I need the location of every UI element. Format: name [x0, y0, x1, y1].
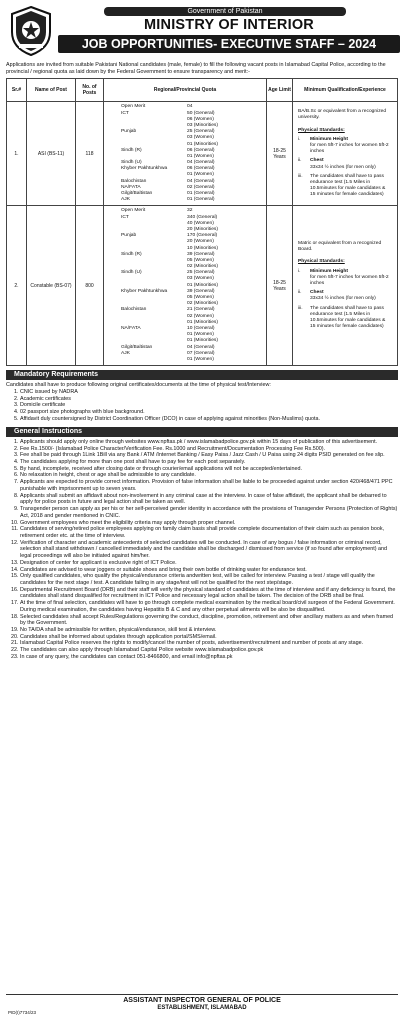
quota-value: 03 (Women) [187, 276, 214, 282]
pid-number: PID(I)7734/23 [8, 1010, 37, 1015]
quota-value: 04 (General) [187, 160, 215, 166]
quota-value: 06 (General) [187, 166, 215, 172]
cell-quota [104, 206, 267, 366]
cell-quota [104, 102, 267, 206]
quota-region: Balochistan [121, 178, 147, 184]
quota-region: NA/FATA [121, 184, 141, 190]
standard-title: Chest [310, 158, 324, 164]
header [6, 4, 398, 62]
general-instruction-item: 16. Departmental Recruitment Board (DRB) and their staff will verify the physical standard of candidates at the time of interview and if any deficiency is found, the candidates shall stand disqualified for recruitment in ICT Police and necessary legal action shall be taken. The decision of the DRB shall be final. [20, 587, 398, 600]
general-instruction-item: 18. Selected candidates shall accept Rules/Regulations governing the conduct, discipline, promotion, retirement and other ancillary matters as and when framed by the Government. [20, 614, 398, 627]
standard-item [298, 269, 392, 288]
cell-qualification [293, 206, 398, 366]
general-instruction-item: 1. Applicants should apply only online through websites www.npftas.pk / www.islamabadpolice.gov.pk within 15 days of publication of this advertisement. [20, 439, 398, 446]
mandatory-item: 3. Domicile certificate [20, 402, 398, 409]
standard-text: The candidates shall have to pass endurance test (1.5 Miles in 10.5minutes for male candidates & 15 minutes for female candidates) [310, 305, 386, 330]
cell-qualification [293, 102, 398, 206]
mandatory-item: 1. CNIC issued by NADRA [20, 389, 398, 396]
cell-post-name: ASI (BS-11) [27, 102, 76, 206]
ministry-title: MINISTRY OF INTERIOR [144, 17, 314, 33]
general-instruction-item: 23. In case of any query, the candidates can contact 051-8466800, and email info@npftas.pk [20, 654, 398, 661]
standard-num: i. [298, 136, 301, 142]
cell-sr: 2. [7, 206, 27, 366]
quota-value: 20 (Minorities) [187, 226, 218, 232]
standard-item [298, 174, 392, 199]
general-instruction-item: 15. Only qualified candidates, who qualify the physical/endurance criteria andwritten test, will be called for interview. Passing a test / stage will qualify the candidates for the next stage / test. A candidate failing in any stage/test will not be qualified for the next step/stage. [20, 573, 398, 586]
standard-text: 33x34 ½ inches (for men only) [310, 164, 376, 170]
physical-standards-label: Physical Standards: [298, 127, 345, 133]
quota-value: 04 [187, 104, 193, 110]
mandatory-section [6, 380, 398, 423]
table-row [7, 102, 398, 206]
general-instruction-item: 20. Candidates shall be informed about updates through application portal/SMS/email. [20, 634, 398, 641]
general-instruction-item: 11. Candidates of serving/retired police employees applying on family claim basis shall provide complete documentation of their claim such as pension book, retirement order etc. at the time of interview. [20, 526, 398, 539]
general-instruction-item: 13. Designation of center for applicant is exclusive right of ICT Police. [20, 560, 398, 567]
quota-value: 340 (General) [187, 214, 218, 220]
quota-value: 170 (General) [187, 233, 218, 239]
general-instruction-item: 6. No relaxation in height, chest or age shall be admissible to any candidate. [20, 472, 398, 479]
general-title: General Instructions [6, 427, 398, 437]
quota-value: 20 (Women) [187, 239, 214, 245]
general-instruction-item: 8. Applicants shall submit an affidavit about non-involvement in any criminal case at the interview. In case of false affidavit, the applicant shall be debarred to apply for police posts in future and legal action shall be taken as well. [20, 493, 398, 506]
standard-text: The candidates shall have to pass endurance test (1.5 Miles in 10.5minutes for male candidates & 15 minutes for female candidates) [310, 173, 386, 198]
standard-num: iii. [298, 173, 303, 179]
standard-item [298, 158, 392, 170]
physical-standards-label: Physical Standards: [298, 259, 345, 265]
cell-age-limit: 18-25 Years [267, 102, 293, 206]
ministry-emblem-icon [9, 6, 53, 56]
quota-value: 39 (General) [187, 288, 215, 294]
quota-value: 01 (General) [187, 191, 215, 197]
general-instruction-item: 9. Transgender person can apply as per his or her self-perceived gender identity in accordance with the provisions of Transgender Persons (Protection of Rights) Act, 2018 and gender mentioned in CNIC. [20, 506, 398, 519]
quota-region: Khyber Pakhtunkhwa [121, 288, 168, 294]
quota-value: 01 (Minorities) [187, 282, 218, 288]
quota-value: 02 (Women) [187, 313, 214, 319]
intro-paragraph: Applications are invited from suitable Pakistani National candidates (male, female) to fill the following vacant posts in Islamabad Capital Police, according to the provincial / regional quota as laid down by the Federal Government to ensure transparency and merit:- [6, 62, 386, 75]
general-instruction-item: 21. Islamabad Capital Police reserves the rights to modify/cancel the number of posts, advertisement/recruitment and number of posts at any stage. [20, 640, 398, 647]
general-instruction-item: 5. By hand, incomplete, received after closing date or through courier/email applications will not be accepted/entertained. [20, 466, 398, 473]
quota-region: ICT [121, 214, 129, 220]
quota-value: 01 (Minorities) [187, 141, 218, 147]
quota-value: 05 (Women) [187, 257, 214, 263]
general-instruction-item: 3. Fee shall be paid through 1Link 1Bill via any Bank / ATM /Internet Banking / Easy Paisa / Jazz Cash / U Paisa using 24 digits PSID generated on fee slip. [20, 452, 398, 459]
quota-value: 39 (General) [187, 251, 215, 257]
general-instruction-item: 12. Verification of character and academic antecedents of selected candidates will be conducted. In case of any bogus / false information or criminal record, selection shall stand withdrawn / cancelled immediately and the candidate shall be discharged / dismissed from service (if so found after employment) and legal proceedings will also be initiated against him/her. [20, 540, 398, 560]
standard-item [298, 137, 392, 156]
quota-value: 05 (Women) [187, 295, 214, 301]
mandatory-title: Mandatory Requirements [6, 370, 398, 380]
quota-region: Punjab [121, 233, 137, 239]
posts-table [6, 78, 398, 366]
header-name: Name of Post [27, 79, 76, 102]
footer-establishment: ESTABLISHMENT, ISLAMABAD [157, 1005, 247, 1011]
quota-region: Sindh (R) [121, 251, 142, 257]
general-instruction-item: 17. At the time of final selection, candidates will have to go through complete medical examination by the medical board/civil surgeon of the Federal Government. During medical examination, the candidates having Hepatitis B & C and any other perpetual ailments will be also be disqualified. [20, 600, 398, 613]
quota-region: ICT [121, 110, 129, 116]
standard-num: ii. [298, 290, 302, 296]
table-header-row [7, 79, 398, 102]
quota-region: Sindh (R) [121, 147, 142, 153]
standard-text: 33x34 ½ inches (for men only) [310, 296, 376, 302]
standard-text: for men 5ft-7 inches for women 5ft-2 inches [310, 143, 389, 155]
cell-sr: 1. [7, 102, 27, 206]
quota-region: AJK [121, 197, 130, 203]
quota-value: 10 (Minorities) [187, 245, 218, 251]
quota-value: 01 (Women) [187, 153, 214, 159]
standard-num: iii. [298, 305, 303, 311]
quota-region: Open Merit [121, 104, 146, 110]
quota-value: 04 (General) [187, 344, 215, 350]
standard-title: Minimum Height [310, 268, 349, 274]
cell-age-limit: 18-25 Years [267, 206, 293, 366]
quota-region: Open Merit [121, 208, 146, 214]
mandatory-item: 2. Academic certificates [20, 396, 398, 403]
header-no: No. of Posts [76, 79, 104, 102]
mandatory-item: 5. Affidavit duly countersigned by District Coordination Officer (DCO) in case of applying against minorities (Non-Muslims) quota. [20, 416, 398, 423]
general-instruction-item: 14. Candidates are advised to wear joggers or suitable shoes and bring their own bottle of drinking water for endurance test. [20, 567, 398, 574]
table-row [7, 206, 398, 366]
quota-region: AJK [121, 350, 130, 356]
standard-item [298, 290, 392, 302]
quota-value: 21 (General) [187, 307, 215, 313]
quota-value: 25 (General) [187, 129, 215, 135]
quota-value: 07 (General) [187, 350, 215, 356]
standard-title: Minimum Height [310, 136, 349, 142]
quota-value: 50 (General) [187, 110, 215, 116]
job-opportunities-banner: JOB OPPORTUNITIES- EXECUTIVE STAFF – 2024 [58, 35, 400, 53]
quota-value: 01 (Women) [187, 356, 214, 362]
general-instruction-item: 22. The candidates can also apply through Islamabad Capital Police website www.islamabadpolice.gov.pk [20, 647, 398, 654]
quota-value: 06 (General) [187, 147, 215, 153]
header-qual: Minimum Qualification/Experience [293, 79, 398, 102]
general-instruction-item: 2. Fee Rs.1500/- (Islamabad Police Character/Verification Fee. Rs.1000 and Recruitment/Documentation Processing Fee Rs.500). [20, 446, 398, 453]
standard-title: Chest [310, 290, 324, 296]
quota-region: Gilgit/Baltistan [121, 191, 153, 197]
general-instruction-item: 7. Applicants are expected to provide correct information. Provision of false information shall be liable to be proceeded against under section 420/468/471 PPC punishable with imprisonment up to seven years. [20, 479, 398, 492]
quota-value: 02 (Minorities) [187, 301, 218, 307]
qualification-text: Matric or equivalent from a recognized Board. [298, 241, 382, 253]
quota-region [121, 357, 187, 363]
general-instruction-item: 4. The candidates applying for more than one post shall have to pay fee for each post separately. [20, 459, 398, 466]
quota-value: 32 [187, 208, 193, 214]
footer [6, 994, 398, 1023]
quota-value: 03 (Minorities) [187, 122, 218, 128]
quota-region: Gilgit/Baltistan [121, 344, 153, 350]
general-list [6, 439, 398, 661]
quota-value: 06 (Women) [187, 116, 214, 122]
quota-value: 01 (General) [187, 197, 215, 203]
header-quota: Regional/Provincial Quota [104, 79, 267, 102]
cell-no-of-posts: 800 [76, 206, 104, 366]
standard-item [298, 306, 392, 331]
cell-post-name: Constable (BS-07) [27, 206, 76, 366]
government-label: Government of Pakistan [104, 7, 346, 16]
footer-authority: ASSISTANT INSPECTOR GENERAL OF POLICE [123, 997, 281, 1004]
general-section [6, 437, 398, 661]
standard-text: for men 5ft-7 inches for women 5ft-2 inches [310, 274, 389, 287]
quota-value: 01 (Women) [187, 332, 214, 338]
quota-value: 01 (Minorities) [187, 338, 218, 344]
quota-value: 25 (General) [187, 270, 215, 276]
header-age: Age Limit [267, 79, 293, 102]
quota-region: Sindh (U) [121, 270, 142, 276]
quota-value: 02 (General) [187, 184, 215, 190]
standard-num: i. [298, 268, 301, 274]
mandatory-intro: Candidates shall have to produce following original certificates/documents at the time of physical test/Interview: [6, 382, 271, 389]
quota-region: Balochistan [121, 307, 147, 313]
quota-value: 03 (Women) [187, 135, 214, 141]
quota-value: 01 (Minorities) [187, 319, 218, 325]
qualification-text: BA/B.Sc or equivalent from a recognized university. [298, 109, 387, 121]
quota-region: NA/FATA [121, 325, 141, 331]
quota-value: 40 (Women) [187, 220, 214, 226]
general-instruction-item: 19. No TA/DA shall be admissible for written, physical/endurance, skill test & interview. [20, 627, 398, 634]
mandatory-item: 4. 02 passport size photographs with blue background. [20, 409, 398, 416]
cell-no-of-posts: 118 [76, 102, 104, 206]
quota-region: Punjab [121, 129, 137, 135]
quota-region: Sindh (U) [121, 160, 142, 166]
standard-num: ii. [298, 158, 302, 164]
quota-value: 04 (General) [187, 178, 215, 184]
quota-region: Khyber Pakhtunkhwa [121, 166, 168, 172]
quota-value: 01 (Women) [187, 172, 214, 178]
quota-value: 10 (General) [187, 325, 215, 331]
header-sr: Sr.# [7, 79, 27, 102]
general-instruction-item: 10. Government employees who meet the eligibility criteria may apply through proper channel. [20, 520, 398, 527]
mandatory-list [6, 389, 398, 423]
quota-value: 02 (Minorities) [187, 264, 218, 270]
